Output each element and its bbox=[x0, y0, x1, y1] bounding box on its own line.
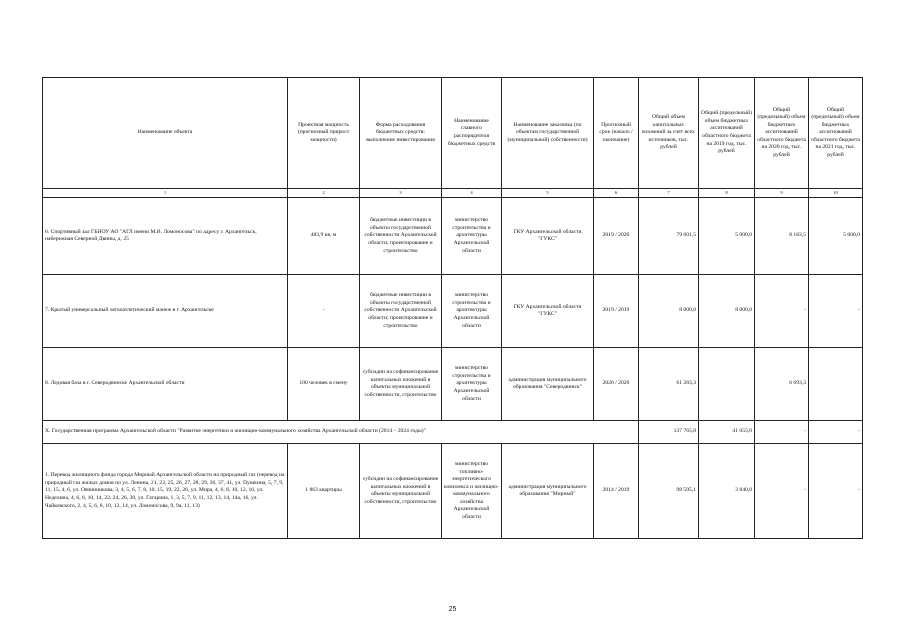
header-row bbox=[43, 78, 863, 189]
section-2021-cell: - bbox=[809, 421, 863, 444]
customer-cell: администрация муниципального образования "Северодвинск" bbox=[502, 348, 594, 421]
column-number: 10 bbox=[809, 189, 863, 198]
budget-2019-cell: 5 000,0 bbox=[699, 198, 755, 275]
manager-cell: министерство строительства и архитектуры Архангельской области bbox=[442, 198, 502, 275]
header-customer: Наименование заказчика (по объектам государственной (муниципальной) собственности) bbox=[502, 78, 594, 189]
budget-2020-cell: - bbox=[755, 444, 809, 539]
column-number: 4 bbox=[442, 189, 502, 198]
budget-2020-cell: 8 183,5 bbox=[755, 198, 809, 275]
investment-table bbox=[42, 77, 863, 539]
column-number: 5 bbox=[502, 189, 594, 198]
period-cell: 2019 / 2020 bbox=[594, 198, 639, 275]
form-cell: субсидии на софинансирование капитальных вложений в объекты муниципальной собственности, строительство bbox=[360, 348, 442, 421]
customer-cell: ГКУ Архангельской области "ГУКС" bbox=[502, 198, 594, 275]
total-cell: 98 595,1 bbox=[639, 444, 699, 539]
total-cell: 79 601,5 bbox=[639, 198, 699, 275]
manager-cell: министерство топливно-энергетического комплекса и жилищно-коммунального хозяйства Архангельской области bbox=[442, 444, 502, 539]
budget-2019-cell: 8 000,0 bbox=[699, 275, 755, 348]
column-number: 8 bbox=[699, 189, 755, 198]
column-number: 6 bbox=[594, 189, 639, 198]
budget-2019-cell bbox=[699, 348, 755, 421]
budget-2021-cell: - bbox=[809, 444, 863, 539]
capacity-cell: 100 человек в смену bbox=[288, 348, 360, 421]
table-row bbox=[43, 198, 863, 275]
object-name: 7. Крытый универсальный легкоатлетический манеж в г. Архангельске bbox=[43, 275, 288, 348]
period-cell: 2019 / 2019 bbox=[594, 275, 639, 348]
column-number: 1 bbox=[43, 189, 288, 198]
table-row bbox=[43, 348, 863, 421]
capacity-cell: 1 863 квартиры bbox=[288, 444, 360, 539]
period-cell: 2020 / 2020 bbox=[594, 348, 639, 421]
budget-2019-cell: 3 840,0 bbox=[699, 444, 755, 539]
total-cell: 8 000,0 bbox=[639, 275, 699, 348]
form-cell: субсидии на софинансирование капитальных вложений в объекты муниципальной собственности, строительство bbox=[360, 444, 442, 539]
table-row bbox=[43, 444, 863, 539]
section-2020-cell: - bbox=[755, 421, 809, 444]
column-number-row bbox=[43, 189, 863, 198]
table-row bbox=[43, 275, 863, 348]
section-2019-cell: 41 055,0 bbox=[699, 421, 755, 444]
column-number: 9 bbox=[755, 189, 809, 198]
page-number: 25 bbox=[448, 606, 457, 613]
budget-2020-cell: - bbox=[755, 275, 809, 348]
column-number: 2 bbox=[288, 189, 360, 198]
budget-2020-cell: 6 693,3 bbox=[755, 348, 809, 421]
manager-cell: министерство строительства и архитектуры Архангельской области bbox=[442, 348, 502, 421]
budget-2021-cell bbox=[809, 348, 863, 421]
total-cell: 61 283,3 bbox=[639, 348, 699, 421]
header-manager: Наименование главного распорядителя бюджетных средств bbox=[442, 78, 502, 189]
capacity-cell: 483,9 кв. м bbox=[288, 198, 360, 275]
object-name: 1. Перевод жилищного фонда города Мирный Архангельской области на природный газ (перевод на природный газ жилых домов по ул. Ленина, 21, 23, 25, 26, 27, 28, 29, 30, 37, 41, ул. Пушкина, 5, 7, 9, 11, 15, 4, 6, ул. Овчинникова, 3, 4, 5, 6, 7, 8, 10, 15, 19, 22, 26, ул. Мира, 4, 6, 8, 10, 12, 16, ул. Неделина, 4, 6, 8, 10, 14, 22, 24, 26, 30, ул. Гагарина, 1, 3, 5, 7, 9, 11, 12, 13, 14, 14а, 16, ул. Чайковского, 2, 4, 5, 6, 8, 10, 12, 14, ул. Ломоносова, 9, 9а, 11, 13) bbox=[43, 444, 288, 539]
header-2019: Общий (предельный) объем бюджетных ассигнований областного бюджета на 2019 год, тыс. рублей bbox=[699, 78, 755, 189]
object-name: 6. Спортивный зал ГБНОУ АО "АГЛ имени М.В. Ломоносова" по адресу г. Архангельск, набережная Северной Двины, д. 25 bbox=[43, 198, 288, 275]
customer-cell: администрация муниципального образования "Мирный" bbox=[502, 444, 594, 539]
column-number: 7 bbox=[639, 189, 699, 198]
header-object-name: Наименование объекта bbox=[43, 78, 288, 189]
header-period: Прогнозный срок (начало / окончание) bbox=[594, 78, 639, 189]
budget-2021-cell: 5 000,0 bbox=[809, 198, 863, 275]
header-2020: Общий (предельный) объем бюджетных ассигнований областного бюджета на 2020 год, тыс. рублей bbox=[755, 78, 809, 189]
header-capacity: Проектная мощность (прогнозный прирост мощности) bbox=[288, 78, 360, 189]
manager-cell: министерство строительства и архитектуры Архангельской области bbox=[442, 275, 502, 348]
header-form: Форма расходования бюджетных средств: выполнение инвестирования bbox=[360, 78, 442, 189]
section-total-cell: 137 765,8 bbox=[639, 421, 699, 444]
customer-cell: ГКУ Архангельской области "ГУКС" bbox=[502, 275, 594, 348]
section-row bbox=[43, 421, 863, 444]
capacity-cell: - bbox=[288, 275, 360, 348]
section-title: X. Государственная программа Архангельской области "Развитие энергетики и жилищно-коммунального хозяйства Архангельской области (2014 – 2024 годы)" bbox=[43, 421, 639, 444]
header-2021: Общий (предельный) объем бюджетных ассигнований областного бюджета на 2021 год, тыс. рублей bbox=[809, 78, 863, 189]
period-cell: 2014 / 2019 bbox=[594, 444, 639, 539]
budget-2021-cell: - bbox=[809, 275, 863, 348]
header-total: Общий объем капитальных вложений за счет всех источников, тыс. рублей bbox=[639, 78, 699, 189]
object-name: 8. Ледовая база в г. Северодвинске Архангельской области bbox=[43, 348, 288, 421]
form-cell: бюджетные инвестиции в объекты государственной собственности Архангельской области; проектирование и строительство bbox=[360, 275, 442, 348]
column-number: 3 bbox=[360, 189, 442, 198]
form-cell: бюджетные инвестиции в объекты государственной собственности Архангельской области; проектирование и строительство bbox=[360, 198, 442, 275]
